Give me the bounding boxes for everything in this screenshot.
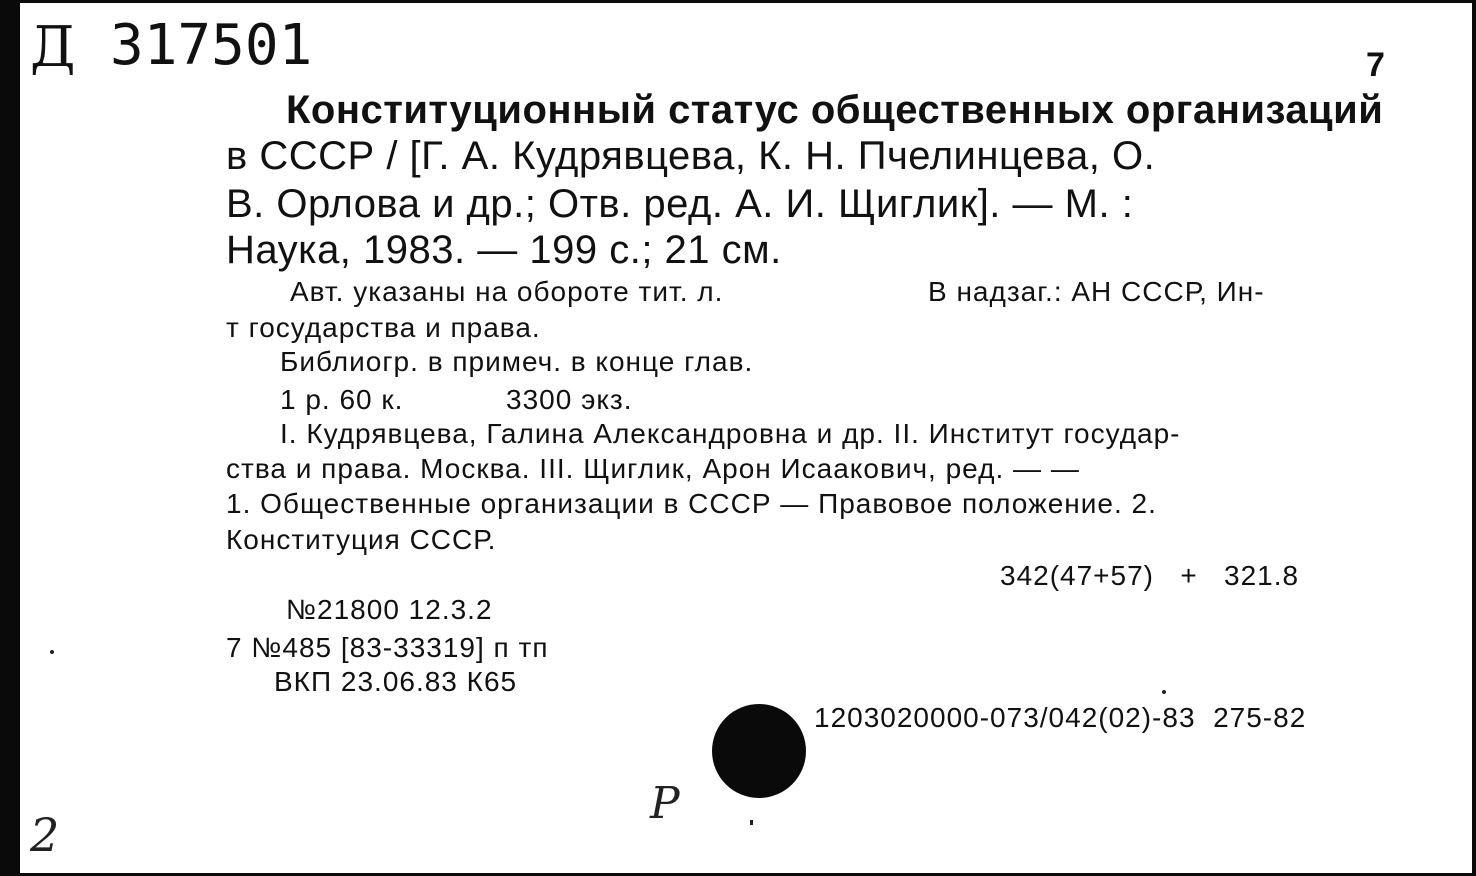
authors-note: Авт. указаны на обороте тит. л.: [290, 276, 724, 307]
header-note-b: т государства и права.: [226, 312, 541, 343]
card-top-edge: [20, 0, 1476, 3]
header-note-a: В надзаг.: АН СССР, Ин-: [928, 276, 1265, 307]
call-number-prefix: Д: [30, 15, 76, 80]
tracing-line-3: 1. Общественные организации в СССР — Правовое положение. 2.: [226, 488, 1157, 519]
handwritten-page-mark: Р: [650, 778, 680, 829]
speck: [1162, 690, 1166, 694]
card-right-edge: [1472, 0, 1476, 876]
copies: 3300 экз.: [506, 384, 633, 415]
registration-line-2: 7 №485 [83-33319] п тп: [226, 632, 549, 663]
tracing-line-2: ства и права. Москва. III. Щиглик, Арон Исаакович, ред. — —: [226, 453, 1080, 484]
speck: [750, 820, 753, 825]
title-line-4: Наука, 1983. — 199 с.; 21 см.: [226, 228, 782, 272]
catalog-code: 1203020000-073/042(02)-83 275-82: [814, 702, 1307, 733]
title-line-1: Конституционный статус общественных организаций: [286, 88, 1384, 132]
price: 1 р. 60 к.: [280, 384, 404, 415]
classification: 342(47+57) + 321.8: [1000, 560, 1300, 591]
title-line-2: в СССР / [Г. А. Кудрявцева, К. Н. Пчелинцева, О.: [226, 134, 1156, 178]
tracing-line-4: Конституция СССР.: [226, 524, 497, 555]
handwritten-corner-mark: 2: [30, 808, 60, 862]
registration-line-3: ВКП 23.06.83 К65: [274, 666, 518, 697]
bibliography-note: Библиогр. в примеч. в конце глав.: [280, 346, 754, 377]
registration-line-1: №21800 12.3.2: [286, 594, 493, 625]
speck: [50, 650, 54, 654]
title-line-3: В. Орлова и др.; Отв. ред. А. И. Щиглик]. — М. :: [226, 182, 1134, 226]
call-number: 317501: [110, 13, 313, 78]
tracing-line-1: I. Кудрявцева, Галина Александровна и др. II. Институт государ-: [280, 418, 1181, 449]
page-number: 7: [1366, 46, 1385, 84]
card-left-edge: [0, 0, 20, 876]
punch-hole: [712, 704, 806, 798]
